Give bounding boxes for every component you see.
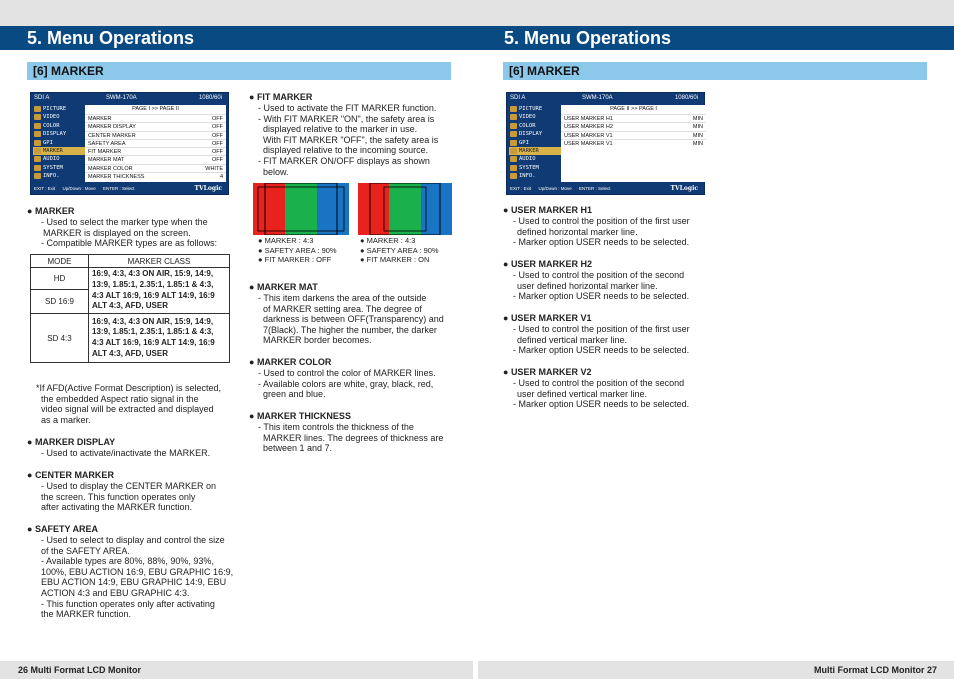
osd-footer-select: ENTER : Select [578, 186, 611, 191]
osd-setting-value: OFF [212, 116, 223, 122]
fit-marker-on-illustration [358, 183, 452, 235]
osd-footer-move: Up/Down : Move [538, 186, 572, 191]
section-line: 100%, EBU ACTION 16:9, EBU GRAPHIC 16:9, [41, 566, 234, 577]
section-heading-right: [6] MARKER [503, 62, 927, 80]
osd-setting-row [561, 114, 706, 122]
center-marker-section [27, 470, 237, 513]
afd-note-line: the embedded Aspect ratio signal in the [41, 393, 199, 404]
legend-fit-off [258, 236, 337, 265]
marker-display-heading: ● MARKER DISPLAY [27, 437, 237, 448]
osd-setting-value: MIN [692, 124, 703, 131]
osd-menu-item: PICTURE [509, 105, 564, 113]
osd-panel [85, 105, 226, 182]
osd-setting-value: OFF [212, 124, 223, 131]
osd-setting-label: USER MARKER H2 [564, 124, 613, 131]
osd-menu-item: MARKER [509, 147, 564, 155]
osd-input: SDI A [34, 95, 50, 101]
section-line: EBU ACTION 14:9, EBU GRAPHIC 14:9, EBU [41, 577, 227, 588]
section-line: - Marker option USER needs to be selected. [513, 345, 690, 356]
osd-setting-label: MARKER THICKNESS [88, 174, 145, 181]
osd-menu-item: DISPLAY [33, 130, 88, 138]
osd-setting-label: MARKER MAT [88, 157, 125, 164]
green-bar [285, 183, 317, 235]
osd-format: 1080/60i [674, 95, 698, 101]
section-heading-left: [6] MARKER [27, 62, 451, 80]
safety-area-section [27, 524, 242, 620]
osd-model: SWM-170A [582, 95, 613, 101]
section-line: darkness is between OFF(Transparency) and [263, 314, 444, 325]
section-line: - Used to activate the FIT MARKER function. [258, 103, 437, 113]
marker-line: - Used to select the marker type when the [41, 217, 208, 227]
user-marker-h2-section [503, 259, 718, 302]
marker-thickness-section [249, 411, 464, 454]
osd-setting-row [85, 131, 226, 139]
marker-line: - Compatible MARKER types are as follows: [41, 238, 218, 249]
marker-thickness-heading: ● MARKER THICKNESS [249, 411, 464, 422]
section-line: green and blue. [263, 389, 326, 400]
osd-setting-row [85, 164, 226, 172]
osd-model: SWM-170A [106, 95, 137, 101]
marker-mat-heading: ● MARKER MAT [249, 282, 464, 293]
section-line: - Marker option USER needs to be selected. [513, 399, 690, 410]
afd-note-line: video signal will be extracted and displayed [41, 404, 214, 415]
osd-setting-label: MARKER COLOR [88, 165, 133, 172]
section-line: - Available colors are white, gray, black, red, [258, 378, 434, 389]
osd-menu-item: PICTURE [33, 105, 88, 113]
safety-area-heading: ● SAFETY AREA [27, 524, 242, 535]
osd-input: SDI A [510, 95, 526, 101]
fit-marker-heading: ● FIT MARKER [249, 92, 459, 103]
osd-setting-row [561, 122, 706, 130]
section-line: the screen. This function operates only [41, 491, 196, 502]
osd-setting-value: 4 [219, 174, 223, 181]
osd-setting-row [85, 172, 226, 180]
marker-color-heading: ● MARKER COLOR [249, 357, 464, 368]
legend-line: ● MARKER : 4:3 [258, 236, 337, 246]
marker-heading: ● MARKER [27, 206, 237, 217]
section-line: - Used to display the CENTER MARKER on [41, 481, 217, 491]
section-line: - Available types are 80%, 88%, 90%, 93%, [41, 556, 214, 567]
osd-header [31, 93, 228, 103]
osd-setting-value: OFF [212, 132, 223, 139]
afd-note [36, 383, 236, 425]
table-cell-mode: HD [31, 268, 89, 290]
table-cell-class: 16:9, 4:3, 4:3 ON AIR, 15:9, 14:9, 13:9, 1.85:1, 2.35:1, 1.85:1 & 4:3, 4:3 ALT 16:9, 16:9 ALT 14:9, 16:9 ALT 4:3, AFD, USER [89, 268, 230, 314]
user-marker-v1-section [503, 313, 718, 356]
osd-format: 1080/60i [198, 95, 222, 101]
marker-class-table [30, 254, 230, 363]
legend-fit-on [360, 236, 439, 265]
section-line: below. [263, 166, 289, 177]
legend-line: ● MARKER : 4:3 [360, 236, 439, 246]
legend-line: ● FIT MARKER : OFF [258, 255, 337, 265]
section-line: defined horizontal marker line. [517, 226, 638, 237]
green-bar [389, 183, 421, 235]
osd-screenshot-page1 [30, 92, 229, 195]
section-line: 7(Black). The higher the number, the darker [263, 324, 437, 335]
legend-line: ● FIT MARKER : ON [360, 255, 439, 265]
marker-description [27, 206, 237, 249]
osd-panel [561, 105, 706, 182]
osd-menu-item: COLOR [33, 122, 88, 130]
fit-marker-section [249, 92, 459, 177]
marker-color-section [249, 357, 464, 400]
user-marker-h1-section [503, 205, 718, 248]
osd-menu-item: AUDIO [33, 155, 88, 163]
osd-setting-value: OFF [212, 157, 223, 164]
section-line: of the SAFETY AREA. [41, 545, 130, 556]
table-header-class: MARKER CLASS [89, 255, 230, 268]
section-line: - Used to activate/inactivate the MARKER. [41, 448, 211, 458]
osd-menu-item: INFO. [33, 172, 88, 180]
osd-setting-row [561, 139, 706, 147]
section-line: - Used to control the position of the second [513, 270, 685, 280]
legend-line: ● SAFETY AREA : 90% [360, 246, 439, 256]
osd-setting-row [85, 147, 226, 155]
osd-setting-value: MIN [692, 132, 703, 139]
marker-display-section [27, 437, 237, 459]
osd-menu-item: SYSTEM [509, 164, 564, 172]
page-title-right: 5. Menu Operations [477, 26, 954, 50]
section-line: MARKER border becomes. [263, 335, 372, 346]
osd-menu-item: INFO. [509, 172, 564, 180]
tvlogic-logo: TVLogic [194, 185, 222, 192]
section-line: MARKER lines. The degrees of thickness are [263, 432, 444, 443]
section-line: the MARKER function. [41, 609, 132, 620]
section-line: - Used to select to display and control the size [41, 535, 225, 545]
osd-page-title: PAGE I >> PAGE II [132, 106, 179, 112]
legend-line: ● SAFETY AREA : 90% [258, 246, 337, 256]
section-line: between 1 and 7. [263, 443, 333, 454]
fit-marker-off-illustration [253, 183, 349, 235]
section-line: displayed relative to the incoming source. [263, 145, 429, 156]
table-header-mode: MODE [31, 255, 89, 268]
marker-line: MARKER is displayed on the screen. [43, 227, 191, 238]
osd-page-title: PAGE II >> PAGE I [610, 106, 657, 112]
osd-footer-exit: EXIT : Exit [34, 186, 56, 191]
osd-setting-row [85, 155, 226, 163]
osd-setting-label: USER MARKER H1 [564, 116, 613, 122]
footer-right: Multi Format LCD Monitor 27 [478, 661, 954, 679]
osd-setting-label: SAFETY AREA [88, 140, 126, 147]
table-cell-mode: SD 16:9 [31, 290, 89, 314]
section-line: user defined vertical marker line. [517, 388, 648, 399]
section-line: - Used to control the position of the second [513, 378, 685, 388]
osd-menu-list [509, 105, 564, 181]
section-line: - Used to control the color of MARKER lines. [258, 368, 436, 378]
page-title-left: 5. Menu Operations [0, 26, 477, 50]
osd-setting-label: CENTER MARKER [88, 132, 136, 139]
osd-header [507, 93, 704, 103]
osd-setting-value: MIN [692, 140, 703, 147]
osd-setting-label: MARKER DISPLAY [88, 124, 136, 131]
osd-menu-item: COLOR [509, 122, 564, 130]
osd-menu-item: GPI [33, 139, 88, 147]
section-line: ACTION 4:3 and EBU GRAPHIC 4:3. [41, 587, 190, 598]
user-marker-h1-heading: ● USER MARKER H1 [503, 205, 718, 216]
section-line: - This item darkens the area of the outside [258, 293, 427, 303]
section-line: of MARKER setting area. The degree of [263, 303, 422, 314]
osd-setting-value: WHITE [205, 165, 223, 172]
user-marker-v2-heading: ● USER MARKER V2 [503, 367, 718, 378]
osd-setting-label: USER MARKER V1 [564, 140, 613, 147]
user-marker-h2-heading: ● USER MARKER H2 [503, 259, 718, 270]
section-line: after activating the MARKER function. [41, 502, 193, 513]
osd-menu-item: VIDEO [33, 113, 88, 121]
osd-menu-item: SYSTEM [33, 164, 88, 172]
marker-mat-section [249, 282, 464, 346]
table-cell-mode: SD 4:3 [31, 314, 89, 363]
osd-setting-value: OFF [212, 140, 223, 147]
osd-footer-move: Up/Down : Move [62, 186, 96, 191]
osd-setting-row [85, 122, 226, 130]
osd-menu-item: DISPLAY [509, 130, 564, 138]
osd-menu-item: VIDEO [509, 113, 564, 121]
osd-menu-list [33, 105, 88, 181]
footer-left: 26 Multi Format LCD Monitor [0, 661, 473, 679]
afd-note-line: as a marker. [41, 414, 91, 425]
section-line: - With FIT MARKER "ON", the safety area is [258, 113, 435, 124]
section-line: displayed relative to the marker in use. [263, 124, 418, 135]
section-line: - This function operates only after activating [41, 598, 215, 609]
osd-menu-item: MARKER [33, 147, 88, 155]
osd-setting-label: USER MARKER V1 [564, 132, 613, 139]
user-marker-v2-section [503, 367, 718, 410]
table-cell-class: 16:9, 4:3, 4:3 ON AIR, 15:9, 14:9, 13:9, 1.85:1, 2.35:1, 1.85:1 & 4:3, 4:3 ALT 16:9, 16:9 ALT 14:9, 16:9 ALT 4:3, AFD, USER [89, 314, 230, 363]
osd-setting-row [561, 131, 706, 139]
center-marker-heading: ● CENTER MARKER [27, 470, 237, 481]
section-line: - Used to control the position of the first user [513, 216, 690, 226]
section-line: - FIT MARKER ON/OFF displays as shown [258, 155, 430, 166]
section-line: With FIT MARKER "OFF", the safety area is [263, 134, 439, 145]
osd-setting-label: MARKER [88, 116, 112, 122]
afd-note-line: *If AFD(Active Format Description) is selected, [36, 383, 222, 393]
osd-menu-item: AUDIO [509, 155, 564, 163]
section-line: - Marker option USER needs to be selected. [513, 237, 690, 248]
osd-screenshot-page2 [506, 92, 705, 195]
osd-footer-select: ENTER : Select [102, 186, 135, 191]
osd-setting-row [85, 114, 226, 122]
osd-setting-label: FIT MARKER [88, 149, 122, 156]
section-line: defined vertical marker line. [517, 334, 628, 345]
tvlogic-logo: TVLogic [670, 185, 698, 192]
user-marker-v1-heading: ● USER MARKER V1 [503, 313, 718, 324]
section-line: - Marker option USER needs to be selected. [513, 291, 690, 302]
top-band [0, 0, 954, 26]
osd-menu-item: GPI [509, 139, 564, 147]
osd-setting-value: OFF [212, 149, 223, 156]
osd-setting-row [85, 139, 226, 147]
section-line: user defined horizontal marker line. [517, 280, 658, 291]
osd-setting-value: MIN [692, 116, 703, 122]
osd-footer-exit: EXIT : Exit [510, 186, 532, 191]
section-line: - Used to control the position of the first user [513, 324, 690, 334]
section-line: - This item controls the thickness of the [258, 422, 414, 432]
